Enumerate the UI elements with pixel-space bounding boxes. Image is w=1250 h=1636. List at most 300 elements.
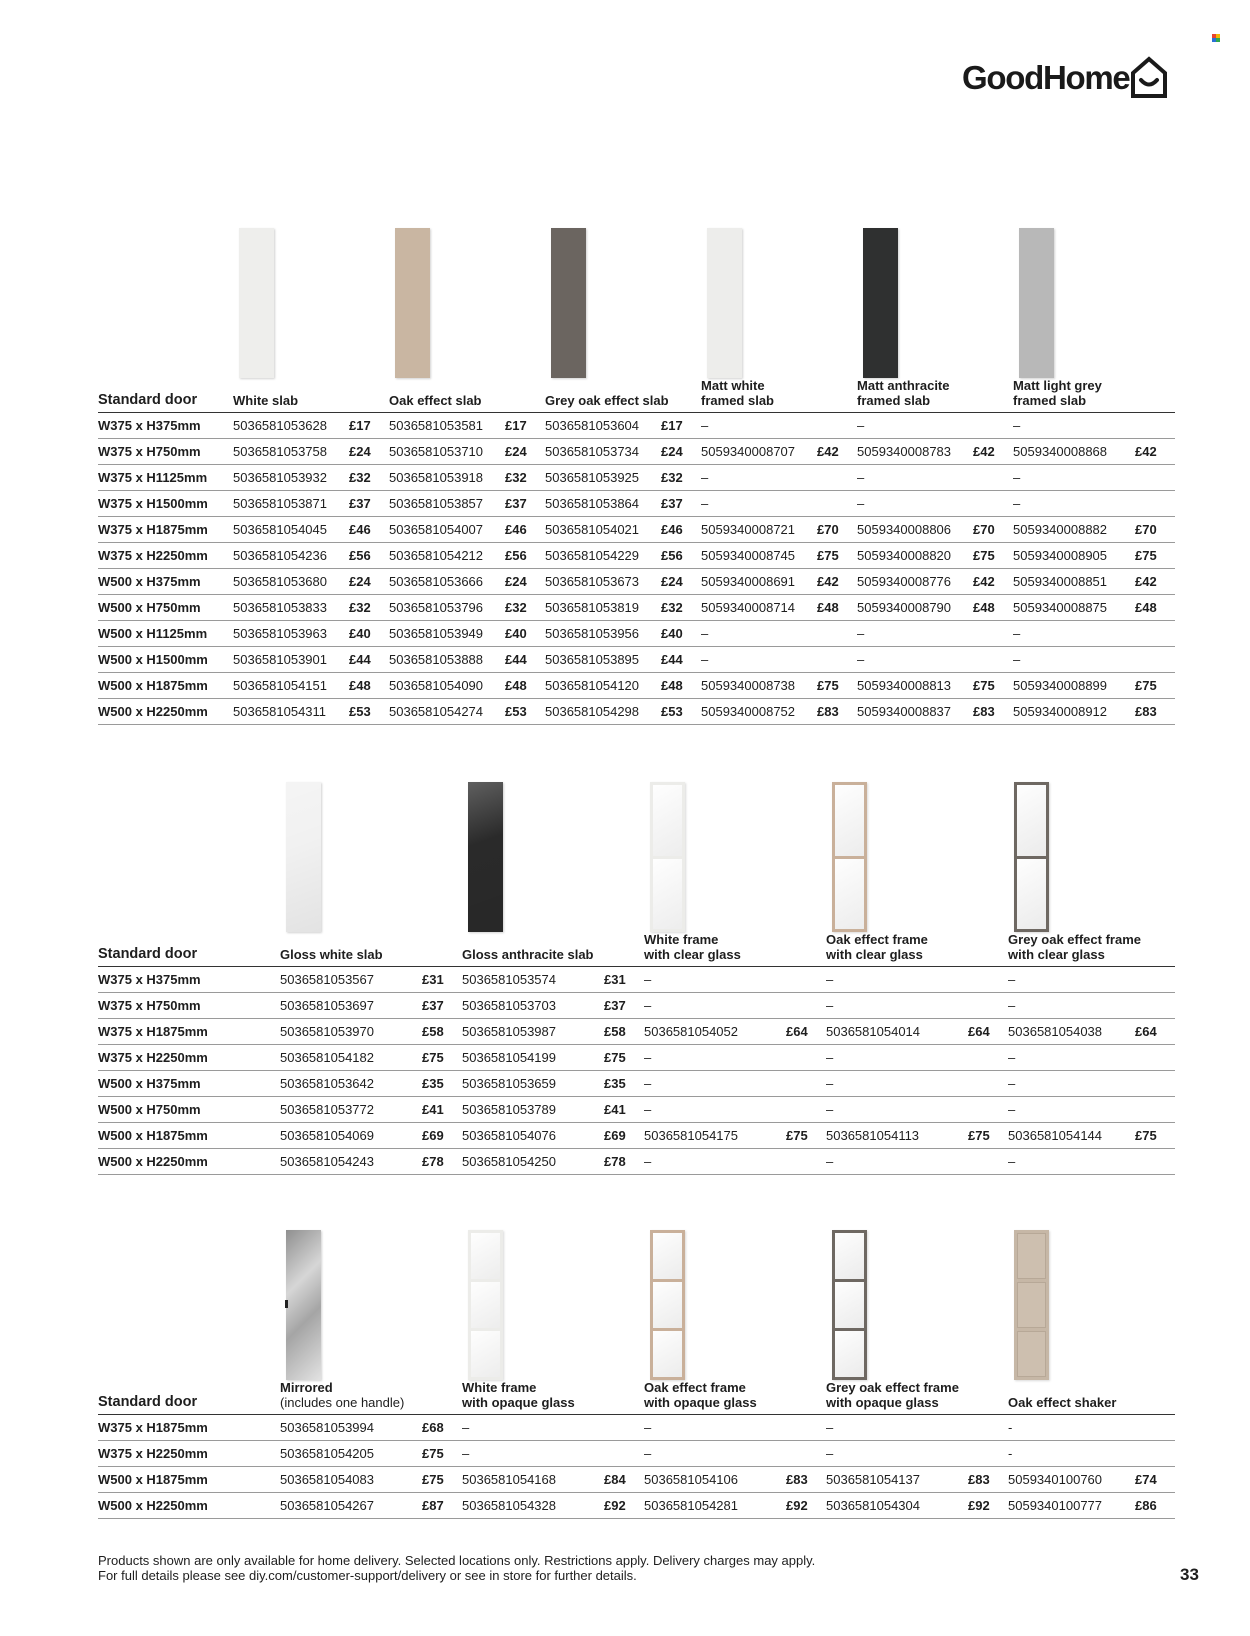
product-price: £53 — [505, 699, 545, 725]
product-code: 5036581054328 — [462, 1493, 604, 1519]
product-code: 5036581053734 — [545, 439, 661, 465]
product-code: 5036581054243 — [280, 1149, 422, 1175]
product-code: – — [644, 1097, 786, 1123]
door-pane — [653, 1282, 682, 1328]
product-code: 5036581054083 — [280, 1467, 422, 1493]
product-price — [786, 1441, 826, 1467]
product-price: £56 — [349, 543, 389, 569]
product-price: £24 — [505, 569, 545, 595]
product-price: £17 — [505, 413, 545, 439]
door-glass-frame-image — [1014, 782, 1049, 932]
product-price: £58 — [604, 1019, 644, 1045]
product-code: – — [644, 1441, 786, 1467]
product-price: £37 — [505, 491, 545, 517]
table-header-row — [98, 1380, 1175, 1415]
door-size: W500 x H1875mm — [98, 673, 233, 699]
column-header-line: Matt white — [701, 378, 765, 393]
product-code: – — [826, 967, 968, 993]
product-price — [786, 1045, 826, 1071]
product-code: 5036581053666 — [389, 569, 505, 595]
product-price — [817, 413, 857, 439]
product-code: – — [1013, 465, 1135, 491]
column-header-line: Gloss white slab — [280, 947, 383, 962]
door-size: W500 x H2250mm — [98, 699, 233, 725]
house-icon — [1130, 56, 1168, 98]
product-code: – — [1008, 1097, 1135, 1123]
product-price: £56 — [661, 543, 701, 569]
door-size: W500 x H2250mm — [98, 1149, 280, 1175]
product-code: 5036581053581 — [389, 413, 505, 439]
column-header — [701, 378, 857, 413]
product-price — [786, 1415, 826, 1441]
door-gloss-image — [286, 782, 321, 932]
door-glass-frame-image — [468, 1230, 503, 1380]
product-price: £83 — [1135, 699, 1175, 725]
column-header-line: (includes one handle) — [280, 1395, 405, 1410]
product-code: – — [826, 1415, 968, 1441]
product-code: 5036581054311 — [233, 699, 349, 725]
product-code: 5036581054137 — [826, 1467, 968, 1493]
door-slab-image — [239, 228, 274, 378]
product-code: 5036581054274 — [389, 699, 505, 725]
product-code: 5036581054199 — [462, 1045, 604, 1071]
product-code: – — [1013, 413, 1135, 439]
product-code: 5059340008745 — [701, 543, 817, 569]
mirror-handle — [285, 1300, 288, 1308]
door-slab-image — [395, 228, 430, 378]
product-price: £92 — [604, 1493, 644, 1519]
product-price: £48 — [661, 673, 701, 699]
product-price: £78 — [422, 1149, 462, 1175]
column-header — [462, 932, 644, 967]
product-price: £42 — [817, 569, 857, 595]
column-header-line: with clear glass — [644, 947, 741, 962]
product-price: £69 — [422, 1123, 462, 1149]
table-row — [98, 491, 1175, 517]
product-code: 5036581053789 — [462, 1097, 604, 1123]
product-code: – — [1008, 993, 1135, 1019]
column-header-line: White slab — [233, 393, 299, 408]
footer-line-1: Products shown are only available for home delivery. Selected locations only. Restrictions apply. Delivery charges may apply. — [98, 1553, 816, 1568]
product-price — [1135, 465, 1175, 491]
door-pane — [835, 1233, 864, 1279]
product-price: £78 — [604, 1149, 644, 1175]
product-code: – — [857, 621, 973, 647]
product-code: 5036581053901 — [233, 647, 349, 673]
column-header-line: with opaque glass — [644, 1395, 757, 1410]
product-code: – — [857, 465, 973, 491]
product-code: – — [826, 1045, 968, 1071]
product-price: £40 — [661, 621, 701, 647]
product-code: – — [644, 1149, 786, 1175]
product-price: £44 — [349, 647, 389, 673]
product-code: – — [826, 1071, 968, 1097]
column-header-line: Mirrored — [280, 1380, 333, 1395]
product-code: 5036581053567 — [280, 967, 422, 993]
door-pane — [835, 1282, 864, 1328]
column-header-line: with opaque glass — [462, 1395, 575, 1410]
product-price: £48 — [349, 673, 389, 699]
door-size: W375 x H2250mm — [98, 1441, 280, 1467]
product-price — [1135, 413, 1175, 439]
product-code: 5036581053772 — [280, 1097, 422, 1123]
product-code: – — [644, 1045, 786, 1071]
column-header — [280, 932, 462, 967]
brand-name: GoodHome — [962, 59, 1130, 96]
product-code: 5036581053574 — [462, 967, 604, 993]
product-code: – — [701, 621, 817, 647]
table-row — [98, 647, 1175, 673]
product-code: 5059340008752 — [701, 699, 817, 725]
product-price — [968, 1045, 1008, 1071]
product-code: 5036581053956 — [545, 621, 661, 647]
product-price: £58 — [422, 1019, 462, 1045]
product-price — [1135, 993, 1175, 1019]
standard-door-header: Standard door — [98, 932, 280, 967]
product-price: £75 — [1135, 1123, 1175, 1149]
product-price — [973, 621, 1013, 647]
product-price — [1135, 1415, 1175, 1441]
table-row — [98, 1019, 1175, 1045]
product-price: £68 — [422, 1415, 462, 1441]
product-price — [1135, 647, 1175, 673]
door-size: W375 x H1125mm — [98, 465, 233, 491]
table-row — [98, 673, 1175, 699]
door-size: W500 x H1125mm — [98, 621, 233, 647]
product-code: 5059340008899 — [1013, 673, 1135, 699]
product-code: – — [1008, 1149, 1135, 1175]
product-code: – — [462, 1415, 604, 1441]
product-code: 5036581053819 — [545, 595, 661, 621]
product-price: £24 — [661, 569, 701, 595]
door-glass-frame-image — [832, 782, 867, 932]
product-code: – — [857, 647, 973, 673]
product-price: £24 — [349, 439, 389, 465]
table-row — [98, 595, 1175, 621]
product-price — [973, 413, 1013, 439]
product-price — [786, 1071, 826, 1097]
product-price: £32 — [505, 595, 545, 621]
product-code: 5059340008783 — [857, 439, 973, 465]
column-header — [233, 378, 389, 413]
product-code: 5059340008912 — [1013, 699, 1135, 725]
product-price: £32 — [349, 465, 389, 491]
table-row — [98, 439, 1175, 465]
product-price: £42 — [973, 439, 1013, 465]
door-size: W375 x H2250mm — [98, 543, 233, 569]
column-header-line: Oak effect shaker — [1008, 1395, 1117, 1410]
product-price: £48 — [505, 673, 545, 699]
product-price — [1135, 1097, 1175, 1123]
product-price: £75 — [817, 673, 857, 699]
column-header-line: Oak effect slab — [389, 393, 482, 408]
product-code: 5036581054007 — [389, 517, 505, 543]
product-code: 5036581053673 — [545, 569, 661, 595]
product-code: 5036581054144 — [1008, 1123, 1135, 1149]
product-code: – — [1013, 621, 1135, 647]
price-table — [98, 1380, 1175, 1519]
product-code: 5059340100777 — [1008, 1493, 1135, 1519]
door-size: W375 x H375mm — [98, 967, 280, 993]
product-code: – — [1008, 967, 1135, 993]
door-pane — [653, 1331, 682, 1377]
column-header-line: with opaque glass — [826, 1395, 939, 1410]
product-price: £41 — [422, 1097, 462, 1123]
door-pane — [1017, 1233, 1046, 1279]
product-price: £70 — [973, 517, 1013, 543]
product-price: £75 — [604, 1045, 644, 1071]
column-header-line: framed slab — [857, 393, 931, 408]
door-glass-frame-image — [650, 782, 685, 932]
product-code: 5036581054168 — [462, 1467, 604, 1493]
table-row — [98, 967, 1175, 993]
product-code: – — [1013, 491, 1135, 517]
product-code: 5036581053642 — [280, 1071, 422, 1097]
product-price — [817, 647, 857, 673]
product-code: – — [1008, 1045, 1135, 1071]
column-header — [644, 932, 826, 967]
door-pane — [653, 1233, 682, 1279]
table-row — [98, 1467, 1175, 1493]
product-price — [968, 1415, 1008, 1441]
product-price: £75 — [817, 543, 857, 569]
product-code: 5036581054090 — [389, 673, 505, 699]
product-price — [604, 1415, 644, 1441]
column-header — [1013, 378, 1175, 413]
product-price — [1135, 1149, 1175, 1175]
corner-color-mark — [1212, 34, 1220, 42]
table-header-row — [98, 932, 1175, 967]
product-price: £46 — [505, 517, 545, 543]
door-size: W500 x H375mm — [98, 1071, 280, 1097]
product-price — [968, 1097, 1008, 1123]
product-price: £48 — [1135, 595, 1175, 621]
page-number: 33 — [1180, 1565, 1199, 1584]
column-header-line: with clear glass — [826, 947, 923, 962]
goodhome-logo — [962, 56, 1168, 100]
product-price: £64 — [1135, 1019, 1175, 1045]
product-price: £75 — [786, 1123, 826, 1149]
product-code: – — [701, 647, 817, 673]
product-code: 5059340008875 — [1013, 595, 1135, 621]
product-code: – — [462, 1441, 604, 1467]
product-price: £92 — [786, 1493, 826, 1519]
door-glass-frame-image — [650, 1230, 685, 1380]
product-code: – — [826, 1441, 968, 1467]
product-code: – — [826, 1149, 968, 1175]
product-price: £64 — [968, 1019, 1008, 1045]
product-price: £40 — [349, 621, 389, 647]
product-code: – — [644, 993, 786, 1019]
door-size: W375 x H1875mm — [98, 1019, 280, 1045]
product-code: 5059340100760 — [1008, 1467, 1135, 1493]
product-price: £83 — [973, 699, 1013, 725]
product-price: £17 — [661, 413, 701, 439]
door-mirror-image — [286, 1230, 321, 1380]
column-header — [389, 378, 545, 413]
product-price: £92 — [968, 1493, 1008, 1519]
product-price: £83 — [817, 699, 857, 725]
product-price — [968, 1441, 1008, 1467]
product-code: 5059340008905 — [1013, 543, 1135, 569]
product-price: £37 — [604, 993, 644, 1019]
door-section — [98, 770, 1175, 1175]
product-code: 5059340008707 — [701, 439, 817, 465]
table-row — [98, 1097, 1175, 1123]
product-price: £83 — [968, 1467, 1008, 1493]
product-code: 5036581054014 — [826, 1019, 968, 1045]
product-code: 5036581053970 — [280, 1019, 422, 1045]
door-pane — [835, 1331, 864, 1377]
door-images-row — [98, 1218, 1175, 1380]
product-price — [817, 465, 857, 491]
door-slab-image — [863, 228, 898, 378]
door-pane — [653, 859, 682, 930]
product-code: 5059340008721 — [701, 517, 817, 543]
product-code: – — [644, 967, 786, 993]
product-code: 5036581053871 — [233, 491, 349, 517]
product-code: – — [701, 465, 817, 491]
product-price — [786, 967, 826, 993]
table-row — [98, 1441, 1175, 1467]
product-price: £40 — [505, 621, 545, 647]
product-code: – — [1013, 647, 1135, 673]
door-size: W375 x H750mm — [98, 993, 280, 1019]
product-code: 5059340008868 — [1013, 439, 1135, 465]
door-size: W500 x H1875mm — [98, 1123, 280, 1149]
product-price — [817, 621, 857, 647]
product-price: £42 — [1135, 439, 1175, 465]
footer-note — [98, 1553, 815, 1583]
product-price — [786, 1097, 826, 1123]
product-code: 5036581054069 — [280, 1123, 422, 1149]
door-gloss-image — [468, 782, 503, 932]
column-header-line: framed slab — [701, 393, 774, 408]
table-row — [98, 543, 1175, 569]
door-glass-frame-image — [832, 1230, 867, 1380]
product-price — [968, 1149, 1008, 1175]
column-header-line: White frame — [644, 932, 719, 947]
product-code: 5036581053932 — [233, 465, 349, 491]
product-code: 5036581054113 — [826, 1123, 968, 1149]
door-section — [98, 1218, 1175, 1519]
column-header — [857, 378, 1013, 413]
product-code: 5036581054106 — [644, 1467, 786, 1493]
product-code: 5036581054229 — [545, 543, 661, 569]
door-size: W500 x H750mm — [98, 595, 233, 621]
door-size: W500 x H1875mm — [98, 1467, 280, 1493]
door-pane — [835, 859, 864, 930]
product-price: £75 — [973, 673, 1013, 699]
product-code: 5059340008738 — [701, 673, 817, 699]
door-slab-image — [551, 228, 586, 378]
product-price: £32 — [661, 465, 701, 491]
product-price: £83 — [786, 1467, 826, 1493]
product-price: £44 — [505, 647, 545, 673]
product-price: £84 — [604, 1467, 644, 1493]
door-pane — [653, 785, 682, 856]
table-row — [98, 1493, 1175, 1519]
table-row — [98, 699, 1175, 725]
column-header-line: Matt light grey — [1013, 378, 1102, 393]
product-price: £37 — [661, 491, 701, 517]
product-price — [786, 993, 826, 1019]
product-code: 5036581054250 — [462, 1149, 604, 1175]
standard-door-header: Standard door — [98, 1380, 280, 1415]
product-price — [786, 1149, 826, 1175]
column-header — [462, 1380, 644, 1415]
product-price: £35 — [422, 1071, 462, 1097]
door-size: W375 x H375mm — [98, 413, 233, 439]
table-row — [98, 1071, 1175, 1097]
product-code: 5036581054021 — [545, 517, 661, 543]
product-price — [1135, 1045, 1175, 1071]
door-slab-image — [707, 228, 742, 378]
product-code: 5036581053703 — [462, 993, 604, 1019]
product-price: £42 — [973, 569, 1013, 595]
product-code: 5059340008776 — [857, 569, 973, 595]
column-header — [1008, 1380, 1175, 1415]
column-header-line: White frame — [462, 1380, 537, 1395]
product-code: 5036581053925 — [545, 465, 661, 491]
product-price: £56 — [505, 543, 545, 569]
product-price: £32 — [505, 465, 545, 491]
product-code: 5036581054175 — [644, 1123, 786, 1149]
product-code: 5036581054052 — [644, 1019, 786, 1045]
product-code: 5036581053796 — [389, 595, 505, 621]
product-code: – — [857, 491, 973, 517]
product-code: 5036581053680 — [233, 569, 349, 595]
product-code: 5036581053833 — [233, 595, 349, 621]
column-header — [826, 1380, 1008, 1415]
product-code: 5036581053987 — [462, 1019, 604, 1045]
door-images-row — [98, 216, 1175, 378]
column-header — [280, 1380, 462, 1415]
product-price: £75 — [1135, 543, 1175, 569]
column-header-line: Oak effect frame — [826, 932, 928, 947]
product-price: £48 — [973, 595, 1013, 621]
column-header-line: Matt anthracite — [857, 378, 950, 393]
column-header-line: Gloss anthracite slab — [462, 947, 594, 962]
price-table — [98, 378, 1175, 725]
product-code: – — [826, 993, 968, 1019]
door-pane — [471, 1331, 500, 1377]
table-row — [98, 465, 1175, 491]
product-price: £46 — [661, 517, 701, 543]
column-header-line: with clear glass — [1008, 947, 1105, 962]
standard-door-header: Standard door — [98, 378, 233, 413]
product-price: £70 — [1135, 517, 1175, 543]
door-size: W500 x H2250mm — [98, 1493, 280, 1519]
product-price: £46 — [349, 517, 389, 543]
table-row — [98, 1123, 1175, 1149]
product-code: 5059340008691 — [701, 569, 817, 595]
product-code: 5059340008790 — [857, 595, 973, 621]
column-header-line: Grey oak effect slab — [545, 393, 669, 408]
product-code: 5059340008813 — [857, 673, 973, 699]
product-code: 5036581053963 — [233, 621, 349, 647]
price-table — [98, 932, 1175, 1175]
product-price — [973, 465, 1013, 491]
product-price: £53 — [661, 699, 701, 725]
product-price: £75 — [1135, 673, 1175, 699]
product-code: 5036581053994 — [280, 1415, 422, 1441]
table-row — [98, 1045, 1175, 1071]
product-price: £75 — [422, 1441, 462, 1467]
table-header-row — [98, 378, 1175, 413]
product-price: £69 — [604, 1123, 644, 1149]
product-price — [817, 491, 857, 517]
